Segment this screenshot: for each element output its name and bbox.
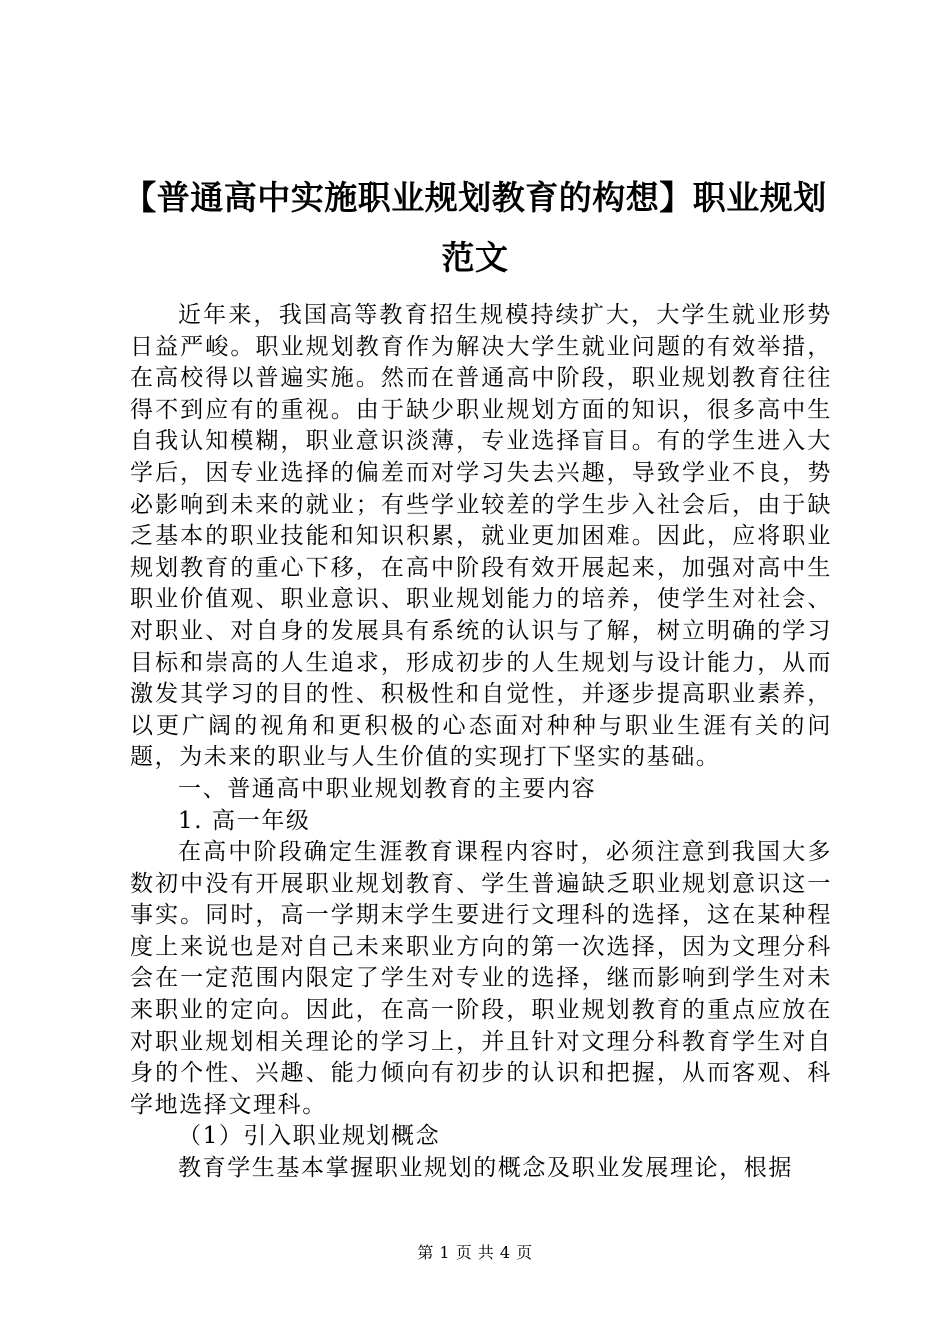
item-paragraph: 教育学生基本掌握职业规划的概念及职业发展理论，根据 <box>178 1155 793 1182</box>
subsection-paragraph: 在高中阶段确定生涯教育课程内容时，必须注意到我国大多数初中没有开展职业规划教育、学生普遍缺乏职业规划意识这一事实。同时，高一学期末学生要进行文理科的选择，这在某种程度上来说也是对自己未来职业方向的第一次选择，因为文理分科会在一定范围内限定了学生对专业的选择，继而影响到学生对未来职业的定向。因此，在高一阶段，职业规划教育的重点应放在对职业规划相关理论的学习上，并且针对文理分科教育学生对自身的个性、兴趣、能力倾向有初步的认识和把握，从而客观、科学地选择文理科。 <box>130 839 832 1118</box>
section-heading: 一、普通高中职业规划教育的主要内容 <box>178 775 597 802</box>
document-body <box>130 300 832 1185</box>
intro-paragraph: 近年来，我国高等教育招生规模持续扩大，大学生就业形势日益严峻。职业规划教育作为解决大学生就业问题的有效举措，在高校得以普遍实施。然而在普通高中阶段，职业规划教育往往得不到应有的重视。由于缺少职业规划方面的知识，很多高中生自我认知模糊，职业意识淡薄，专业选择盲目。有的学生进入大学后，因专业选择的偏差而对学习失去兴趣，导致学业不良，势必影响到未来的就业；有些学业较差的学生步入社会后，由于缺乏基本的职业技能和知识积累，就业更加困难。因此，应将职业规划教育的重心下移，在高中阶段有效开展起来，加强对高中生职业价值观、职业意识、职业规划能力的培养，使学生对社会、对职业、对自身的发展具有系统的认识与了解，树立明确的学习目标和崇高的人生追求，形成初步的人生规划与设计能力，从而激发其学习的目的性、积极性和自觉性，并逐步提高职业素养，以更广阔的视角和更积极的心态面对种种与职业生涯有关的问题，为未来的职业与人生价值的实现打下坚实的基础。 <box>130 302 832 771</box>
document-title: 【普通高中实施职业规划教育的构想】职业规划范文 <box>123 178 827 277</box>
item-heading: （1）引入职业规划概念 <box>178 1123 441 1150</box>
subsection-heading: 1. 高一年级 <box>178 807 311 834</box>
page-footer: 第 1 页 共 4 页 <box>417 1243 533 1262</box>
